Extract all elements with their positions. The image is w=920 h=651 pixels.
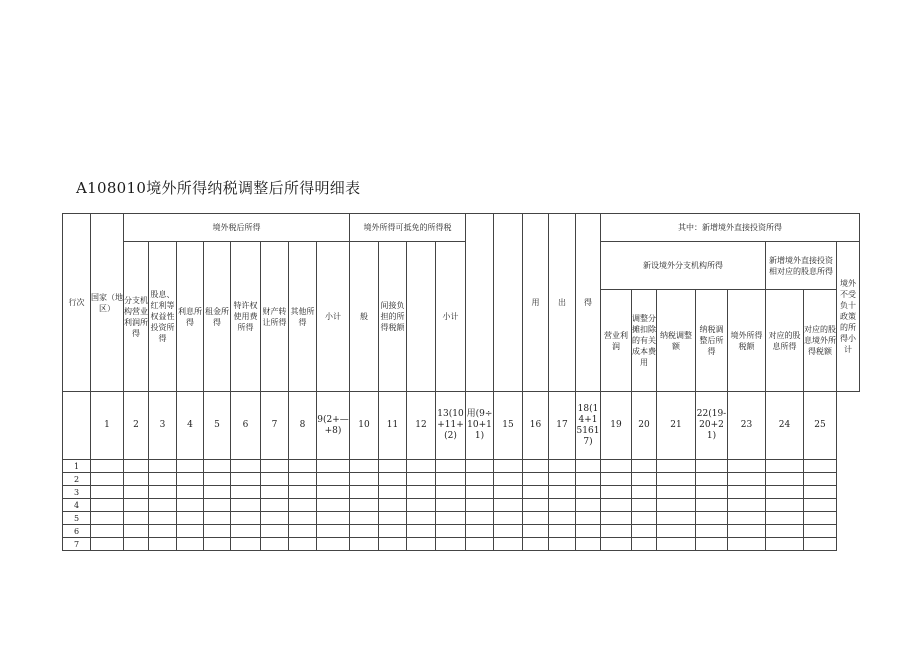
table-cell[interactable]	[149, 538, 177, 551]
table-cell[interactable]	[91, 473, 124, 486]
table-cell[interactable]	[231, 460, 261, 473]
table-cell[interactable]	[379, 525, 407, 538]
column-number: 21	[657, 392, 696, 460]
table-cell[interactable]	[466, 460, 494, 473]
table-cell[interactable]	[728, 538, 766, 551]
table-cell[interactable]	[549, 525, 576, 538]
table-cell[interactable]	[317, 538, 350, 551]
table-cell[interactable]	[407, 512, 436, 525]
table-cell[interactable]	[124, 512, 149, 525]
table-cell[interactable]	[289, 525, 317, 538]
table-cell[interactable]	[523, 525, 549, 538]
header-other: 其他所得	[289, 242, 317, 392]
table-cell[interactable]	[350, 499, 379, 512]
table-cell[interactable]	[804, 525, 837, 538]
table-cell[interactable]	[350, 486, 379, 499]
table-cell[interactable]	[231, 525, 261, 538]
table-cell[interactable]	[657, 538, 696, 551]
header-col-15	[494, 214, 523, 392]
table-cell[interactable]	[317, 512, 350, 525]
table-cell[interactable]	[407, 486, 436, 499]
column-number: 16	[523, 392, 549, 460]
table-cell[interactable]	[576, 538, 601, 551]
table-cell[interactable]	[149, 460, 177, 473]
header-after-tax-group: 境外税后所得	[124, 214, 350, 242]
table-cell[interactable]	[177, 538, 204, 551]
table-cell[interactable]	[576, 512, 601, 525]
column-number: 5	[204, 392, 231, 460]
table-cell[interactable]	[124, 499, 149, 512]
table-cell[interactable]	[91, 525, 124, 538]
table-cell[interactable]	[766, 499, 804, 512]
table-cell[interactable]	[466, 473, 494, 486]
table-cell[interactable]	[91, 512, 124, 525]
table-cell[interactable]	[549, 512, 576, 525]
table-cell[interactable]	[379, 499, 407, 512]
header-row-label: 行次	[63, 214, 91, 392]
table-cell[interactable]	[494, 473, 523, 486]
table-cell[interactable]	[149, 525, 177, 538]
table-cell[interactable]	[289, 486, 317, 499]
table-row	[63, 486, 860, 499]
column-number: 8	[289, 392, 317, 460]
row-number: 1	[63, 460, 91, 473]
table-cell[interactable]	[696, 486, 728, 499]
column-number: 22(19-20+21)	[696, 392, 728, 460]
header-new-branch-group: 新设境外分支机构所得	[601, 242, 766, 290]
table-cell[interactable]	[407, 525, 436, 538]
table-cell[interactable]	[696, 525, 728, 538]
column-number: 10	[350, 392, 379, 460]
header-rent: 租金所得	[204, 242, 231, 392]
table-cell[interactable]	[261, 473, 289, 486]
table-cell[interactable]	[601, 486, 632, 499]
row-number: 2	[63, 473, 91, 486]
table-cell[interactable]	[231, 538, 261, 551]
table-cell[interactable]	[466, 512, 494, 525]
table-cell[interactable]	[632, 486, 657, 499]
table-cell[interactable]	[601, 460, 632, 473]
table-cell[interactable]	[632, 512, 657, 525]
table-cell[interactable]	[289, 538, 317, 551]
table-cell[interactable]	[204, 525, 231, 538]
table-cell[interactable]	[436, 499, 466, 512]
table-cell[interactable]	[149, 473, 177, 486]
header-property: 财产转让所得	[261, 242, 289, 392]
table-cell[interactable]	[632, 460, 657, 473]
table-cell[interactable]	[436, 460, 466, 473]
column-number: 23	[728, 392, 766, 460]
table-cell[interactable]	[494, 499, 523, 512]
header-country: 国家（地区）	[91, 214, 124, 392]
table-cell[interactable]	[407, 473, 436, 486]
column-number: 用(9÷10+11)	[466, 392, 494, 460]
table-row	[63, 460, 860, 473]
column-number: 9(2+—+8)	[317, 392, 350, 460]
table-cell[interactable]	[317, 486, 350, 499]
table-cell[interactable]	[379, 460, 407, 473]
table-cell[interactable]	[436, 486, 466, 499]
data-rows	[63, 460, 860, 551]
table-cell[interactable]	[494, 460, 523, 473]
table-cell[interactable]	[350, 525, 379, 538]
table-cell[interactable]	[407, 460, 436, 473]
table-cell[interactable]	[204, 486, 231, 499]
table-cell[interactable]	[696, 499, 728, 512]
column-number: 1	[91, 392, 124, 460]
table-cell[interactable]	[350, 460, 379, 473]
table-cell[interactable]	[231, 486, 261, 499]
table-cell[interactable]	[231, 473, 261, 486]
table-cell[interactable]	[407, 538, 436, 551]
table-cell[interactable]	[804, 512, 837, 525]
table-cell[interactable]	[523, 460, 549, 473]
table-cell[interactable]	[149, 486, 177, 499]
table-cell[interactable]	[317, 460, 350, 473]
table-cell[interactable]	[436, 473, 466, 486]
column-number: 13(10+11+(2)	[436, 392, 466, 460]
table-cell[interactable]	[696, 460, 728, 473]
table-cell[interactable]	[523, 473, 549, 486]
table-cell[interactable]	[177, 512, 204, 525]
table-cell[interactable]	[261, 499, 289, 512]
table-cell[interactable]	[91, 486, 124, 499]
table-cell[interactable]	[804, 460, 837, 473]
table-cell[interactable]	[350, 473, 379, 486]
table-cell[interactable]	[696, 538, 728, 551]
table-cell[interactable]	[124, 486, 149, 499]
column-number: 7	[261, 392, 289, 460]
column-number: 3	[149, 392, 177, 460]
table-cell[interactable]	[204, 473, 231, 486]
table-cell[interactable]	[632, 525, 657, 538]
table-cell[interactable]	[177, 460, 204, 473]
table-cell[interactable]	[632, 499, 657, 512]
table-cell[interactable]	[804, 499, 837, 512]
table-cell[interactable]	[466, 499, 494, 512]
table-cell[interactable]	[436, 525, 466, 538]
table-cell[interactable]	[804, 473, 837, 486]
table-cell[interactable]	[350, 538, 379, 551]
header-col-14	[466, 214, 494, 392]
table-cell[interactable]	[549, 473, 576, 486]
row-number: 3	[63, 486, 91, 499]
table-cell[interactable]	[124, 525, 149, 538]
detail-table	[62, 213, 860, 551]
table-cell[interactable]	[601, 525, 632, 538]
table-cell[interactable]	[204, 499, 231, 512]
header-new-direct-group: 新增境外直接投资相对应的股息所得	[766, 242, 837, 290]
table-cell[interactable]	[149, 512, 177, 525]
table-cell[interactable]	[576, 473, 601, 486]
table-cell[interactable]	[728, 499, 766, 512]
page-title: A108010境外所得纳税调整后所得明细表	[76, 179, 361, 197]
header-adj-alloc: 调整分摊扣除的有关成本费用	[632, 290, 657, 392]
table-cell[interactable]	[494, 538, 523, 551]
table-cell[interactable]	[728, 525, 766, 538]
table-cell[interactable]	[436, 512, 466, 525]
table-cell[interactable]	[261, 525, 289, 538]
column-number-blank	[63, 392, 91, 460]
header-branch-profit: 分支机构营业利润所得	[124, 242, 149, 392]
table-cell[interactable]	[350, 512, 379, 525]
column-number: 11	[379, 392, 407, 460]
table-cell[interactable]	[657, 499, 696, 512]
header-no-preferential: 境外不受负十政策的所得小计	[837, 242, 860, 392]
table-cell[interactable]	[632, 473, 657, 486]
table-cell[interactable]	[204, 460, 231, 473]
table-cell[interactable]	[576, 486, 601, 499]
header-indirect: 间接负担的所得税额	[379, 242, 407, 392]
table-cell[interactable]	[436, 538, 466, 551]
column-number: 12	[407, 392, 436, 460]
header-taxable-after-adj: 纳税调整后所得	[696, 290, 728, 392]
table-cell[interactable]	[231, 512, 261, 525]
table-cell[interactable]	[657, 512, 696, 525]
header-col-16: 用	[523, 214, 549, 392]
table-cell[interactable]	[657, 473, 696, 486]
column-number-row	[63, 392, 860, 460]
column-number: 18(14+151617)	[576, 392, 601, 460]
table-cell[interactable]	[91, 460, 124, 473]
table-cell[interactable]	[657, 525, 696, 538]
column-number: 17	[549, 392, 576, 460]
row-number: 4	[63, 499, 91, 512]
header-credit-group: 境外所得可抵免的所得税	[350, 214, 466, 242]
table-cell[interactable]	[523, 538, 549, 551]
table-cell[interactable]	[149, 499, 177, 512]
table-cell[interactable]	[766, 460, 804, 473]
table-cell[interactable]	[523, 486, 549, 499]
header-foreign-tax: 境外所得税额	[728, 290, 766, 392]
column-number: 2	[124, 392, 149, 460]
table-cell[interactable]	[494, 525, 523, 538]
table-cell[interactable]	[632, 538, 657, 551]
table-cell[interactable]	[549, 486, 576, 499]
table-cell[interactable]	[231, 499, 261, 512]
table-cell[interactable]	[379, 512, 407, 525]
table-cell[interactable]	[549, 499, 576, 512]
header-dividend: 股息、红利等权益性投资所得	[149, 242, 177, 392]
table-cell[interactable]	[261, 538, 289, 551]
table-cell[interactable]	[466, 538, 494, 551]
table-cell[interactable]	[766, 512, 804, 525]
header-royalty: 特许权使用费所得	[231, 242, 261, 392]
table-cell[interactable]	[289, 460, 317, 473]
table-cell[interactable]	[549, 538, 576, 551]
table-cell[interactable]	[804, 486, 837, 499]
table-cell[interactable]	[177, 499, 204, 512]
table-cell[interactable]	[204, 538, 231, 551]
table-cell[interactable]	[576, 499, 601, 512]
column-number: 20	[632, 392, 657, 460]
table-cell[interactable]	[601, 473, 632, 486]
header-new-invest-group: 其中：新增境外直接投资所得	[601, 214, 860, 242]
table-cell[interactable]	[261, 512, 289, 525]
column-number: 6	[231, 392, 261, 460]
row-number: 6	[63, 525, 91, 538]
table-row	[63, 473, 860, 486]
table-cell[interactable]	[177, 473, 204, 486]
table-cell[interactable]	[317, 525, 350, 538]
table-cell[interactable]	[177, 486, 204, 499]
column-number: 25	[804, 392, 837, 460]
table-cell[interactable]	[523, 499, 549, 512]
table-cell[interactable]	[177, 525, 204, 538]
header-subtotal: 小计	[317, 242, 350, 392]
table-cell[interactable]	[657, 460, 696, 473]
table-cell[interactable]	[407, 499, 436, 512]
row-number: 5	[63, 512, 91, 525]
header-col-18: 得	[576, 214, 601, 392]
table-cell[interactable]	[766, 473, 804, 486]
table-cell[interactable]	[466, 525, 494, 538]
table-cell[interactable]	[261, 486, 289, 499]
table-cell[interactable]	[379, 473, 407, 486]
header-col-17: 出	[549, 214, 576, 392]
table-cell[interactable]	[728, 512, 766, 525]
header-div-income: 对应的股息所得	[766, 290, 804, 392]
table-row	[63, 512, 860, 525]
table-cell[interactable]	[261, 460, 289, 473]
table-row	[63, 499, 860, 512]
table-row	[63, 538, 860, 551]
table-cell[interactable]	[204, 512, 231, 525]
table-cell[interactable]	[804, 538, 837, 551]
table-cell[interactable]	[576, 460, 601, 473]
header-row-2	[63, 242, 860, 290]
table-cell[interactable]	[379, 486, 407, 499]
header-op-profit: 营业利润	[601, 290, 632, 392]
row-number: 7	[63, 538, 91, 551]
header-credit-general: 般	[350, 242, 379, 392]
table-cell[interactable]	[523, 512, 549, 525]
table-row	[63, 525, 860, 538]
header-row-1	[63, 214, 860, 242]
table-cell[interactable]	[696, 512, 728, 525]
column-number: 19	[601, 392, 632, 460]
table-cell[interactable]	[576, 525, 601, 538]
table-cell[interactable]	[124, 538, 149, 551]
header-tax-adj-amount: 纳税调整额	[657, 290, 696, 392]
table-cell[interactable]	[289, 473, 317, 486]
table-cell[interactable]	[601, 512, 632, 525]
column-number: 4	[177, 392, 204, 460]
table-cell[interactable]	[601, 499, 632, 512]
table-cell[interactable]	[289, 499, 317, 512]
table-cell[interactable]	[317, 473, 350, 486]
table-cell[interactable]	[696, 473, 728, 486]
table-cell[interactable]	[549, 460, 576, 473]
header-interest: 利息所得	[177, 242, 204, 392]
table-cell[interactable]	[317, 499, 350, 512]
column-number: 15	[494, 392, 523, 460]
header-credit-col-12	[407, 242, 436, 392]
header-div-tax: 对应的股息境外所得税额	[804, 290, 837, 392]
table-cell[interactable]	[728, 460, 766, 473]
table-cell[interactable]	[601, 538, 632, 551]
table-cell[interactable]	[766, 525, 804, 538]
table-cell[interactable]	[379, 538, 407, 551]
table-cell[interactable]	[494, 486, 523, 499]
table-cell[interactable]	[124, 460, 149, 473]
table-cell[interactable]	[728, 473, 766, 486]
table-cell[interactable]	[728, 486, 766, 499]
table-cell[interactable]	[91, 538, 124, 551]
table-cell[interactable]	[766, 486, 804, 499]
table-cell[interactable]	[766, 538, 804, 551]
table-cell[interactable]	[91, 499, 124, 512]
table-cell[interactable]	[657, 486, 696, 499]
table-cell[interactable]	[466, 486, 494, 499]
table-cell[interactable]	[124, 473, 149, 486]
table-cell[interactable]	[289, 512, 317, 525]
column-number: 24	[766, 392, 804, 460]
header-credit-subtotal: 小计	[436, 242, 466, 392]
table-cell[interactable]	[494, 512, 523, 525]
